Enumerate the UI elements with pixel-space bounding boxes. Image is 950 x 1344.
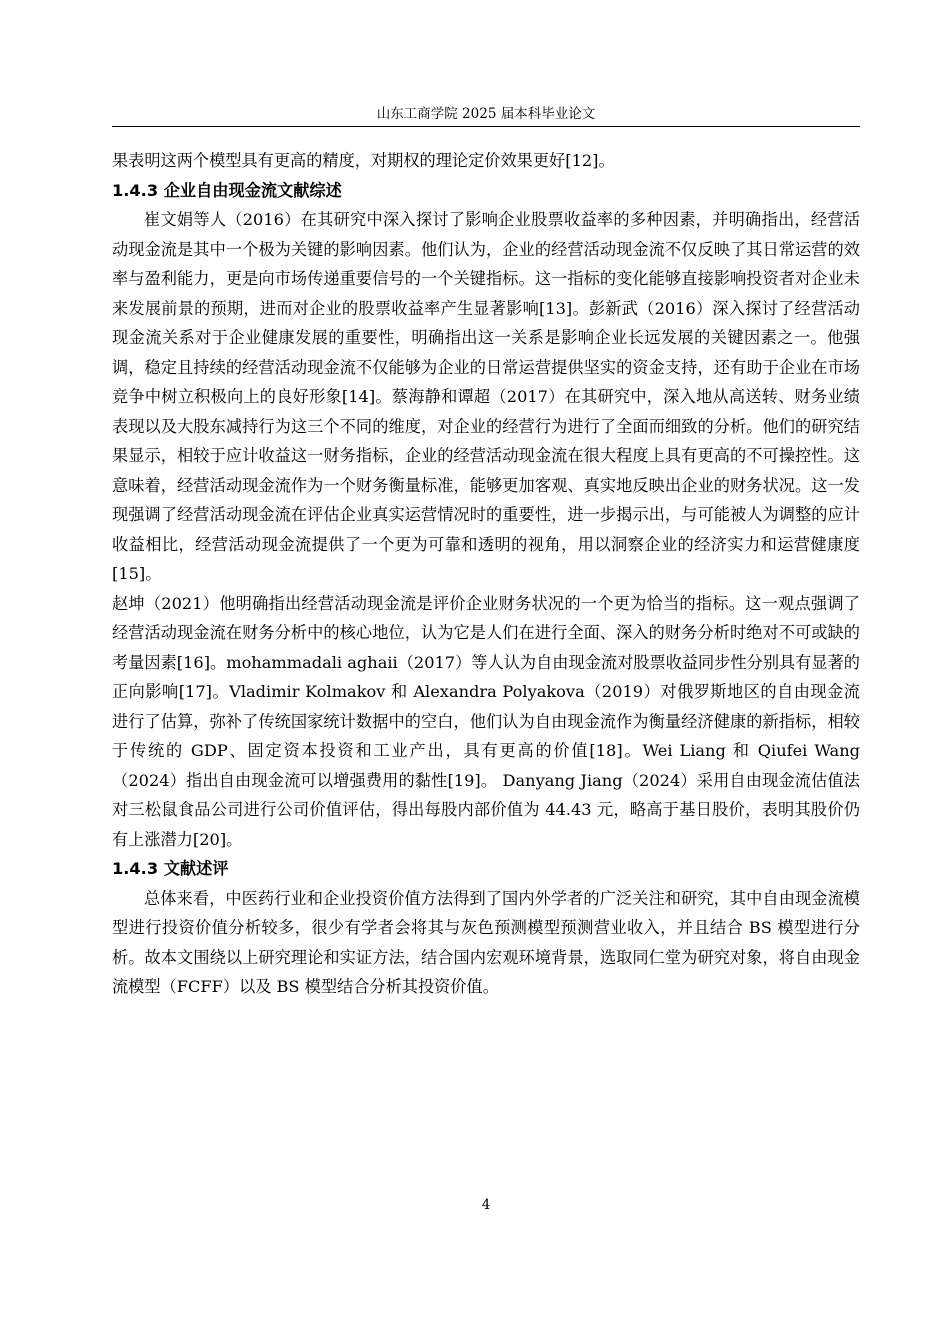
page-header: 山东工商学院 2025 届本科毕业论文 [376, 106, 596, 122]
section-heading-literature-comment: 1.4.3 文献述评 [112, 859, 229, 878]
section-heading-fcf-review: 1.4.3 企业自由现金流文献综述 [112, 180, 342, 200]
paragraph-fcf-review-2: 赵坤（2021）他明确指出经营活动现金流是评价企业财务状况的一个更为恰当的指标。这一观点强调了经营活动现金流在财务分析中的核心地位，认为它是人们在进行全面、深入的财务分析时绝对不可或缺的考量因素[16]。mohammadali aghaii（2017）等人认为自由现金流对股票收益同步性分别具有显著的正向影响[17]。Vladimir Kolmakov 和 Alexandra Polyakova（2019）对俄罗斯地区的自由现金流进行了估算，弥补了传统国家统计数据中的空白，他们认为自由现金流作为衡量经济健康的新指标，相较于传统的 GDP、固定资本投资和工业产出，具有更高的价值[18]。Wei Liang 和 Qiufei Wang（2024）指出自由现金流可以增强费用的黏性[19]。 Danyang Jiang（2024）采用自由现金流估值法对三松鼠食品公司进行公司价值评估，得出每股内部价值为 44.43 元，略高于基日股价，表明其股价仍有上涨潜力[20]。 [112, 593, 860, 849]
paragraph-continued: 果表明这两个模型具有更高的精度，对期权的理论定价效果更好[12]。 [112, 151, 615, 170]
page-body [112, 146, 860, 1002]
paragraph-literature-comment: 总体来看，中医药行业和企业投资价值方法得到了国内外学者的广泛关注和研究，其中自由现金流模型进行投资价值分析较多，很少有学者会将其与灰色预测模型预测营业收入，并且结合 BS 模型进行分析。故本文围绕以上研究理论和实证方法，结合国内宏观环境背景，选取同仁堂为研究对象，将自由现金流模型（FCFF）以及 BS 模型结合分析其投资价值。 [112, 888, 860, 996]
page-number: 4 [481, 1197, 491, 1213]
paragraph-fcf-review-1: 崔文娟等人（2016）在其研究中深入探讨了影响企业股票收益率的多种因素，并明确指出，经营活动现金流是其中一个极为关键的影响因素。他们认为，企业的经营活动现金流不仅反映了其日常运营的效率与盈利能力，更是向市场传递重要信号的一个关键指标。这一指标的变化能够直接影响投资者对企业未来发展前景的预期，进而对企业的股票收益率产生显著影响[13]。彭新武（2016）深入探讨了经营活动现金流关系对于企业健康发展的重要性，明确指出这一关系是影响企业长远发展的关键因素之一。他强调，稳定且持续的经营活动现金流不仅能够为企业的日常运营提供坚实的资金支持，还有助于企业在市场竞争中树立积极向上的良好形象[14]。蔡海静和谭超（2017）在其研究中，深入地从高送转、财务业绩表现以及大股东减持行为这三个不同的维度，对企业的经营行为进行了全面而细致的分析。他们的研究结果显示，相较于应计收益这一财务指标，企业的经营活动现金流在很大程度上具有更高的不可操控性。这意味着，经营活动现金流作为一个财务衡量标准，能够更加客观、真实地反映出企业的财务状况。这一发现强调了经营活动现金流在评估企业真实运营情况时的重要性，进一步揭示出，与可能被人为调整的应计收益相比，经营活动现金流提供了一个更为可靠和透明的视角，用以洞察企业的经济实力和运营健康度[15]。 [112, 210, 860, 583]
header-rule [112, 126, 860, 127]
